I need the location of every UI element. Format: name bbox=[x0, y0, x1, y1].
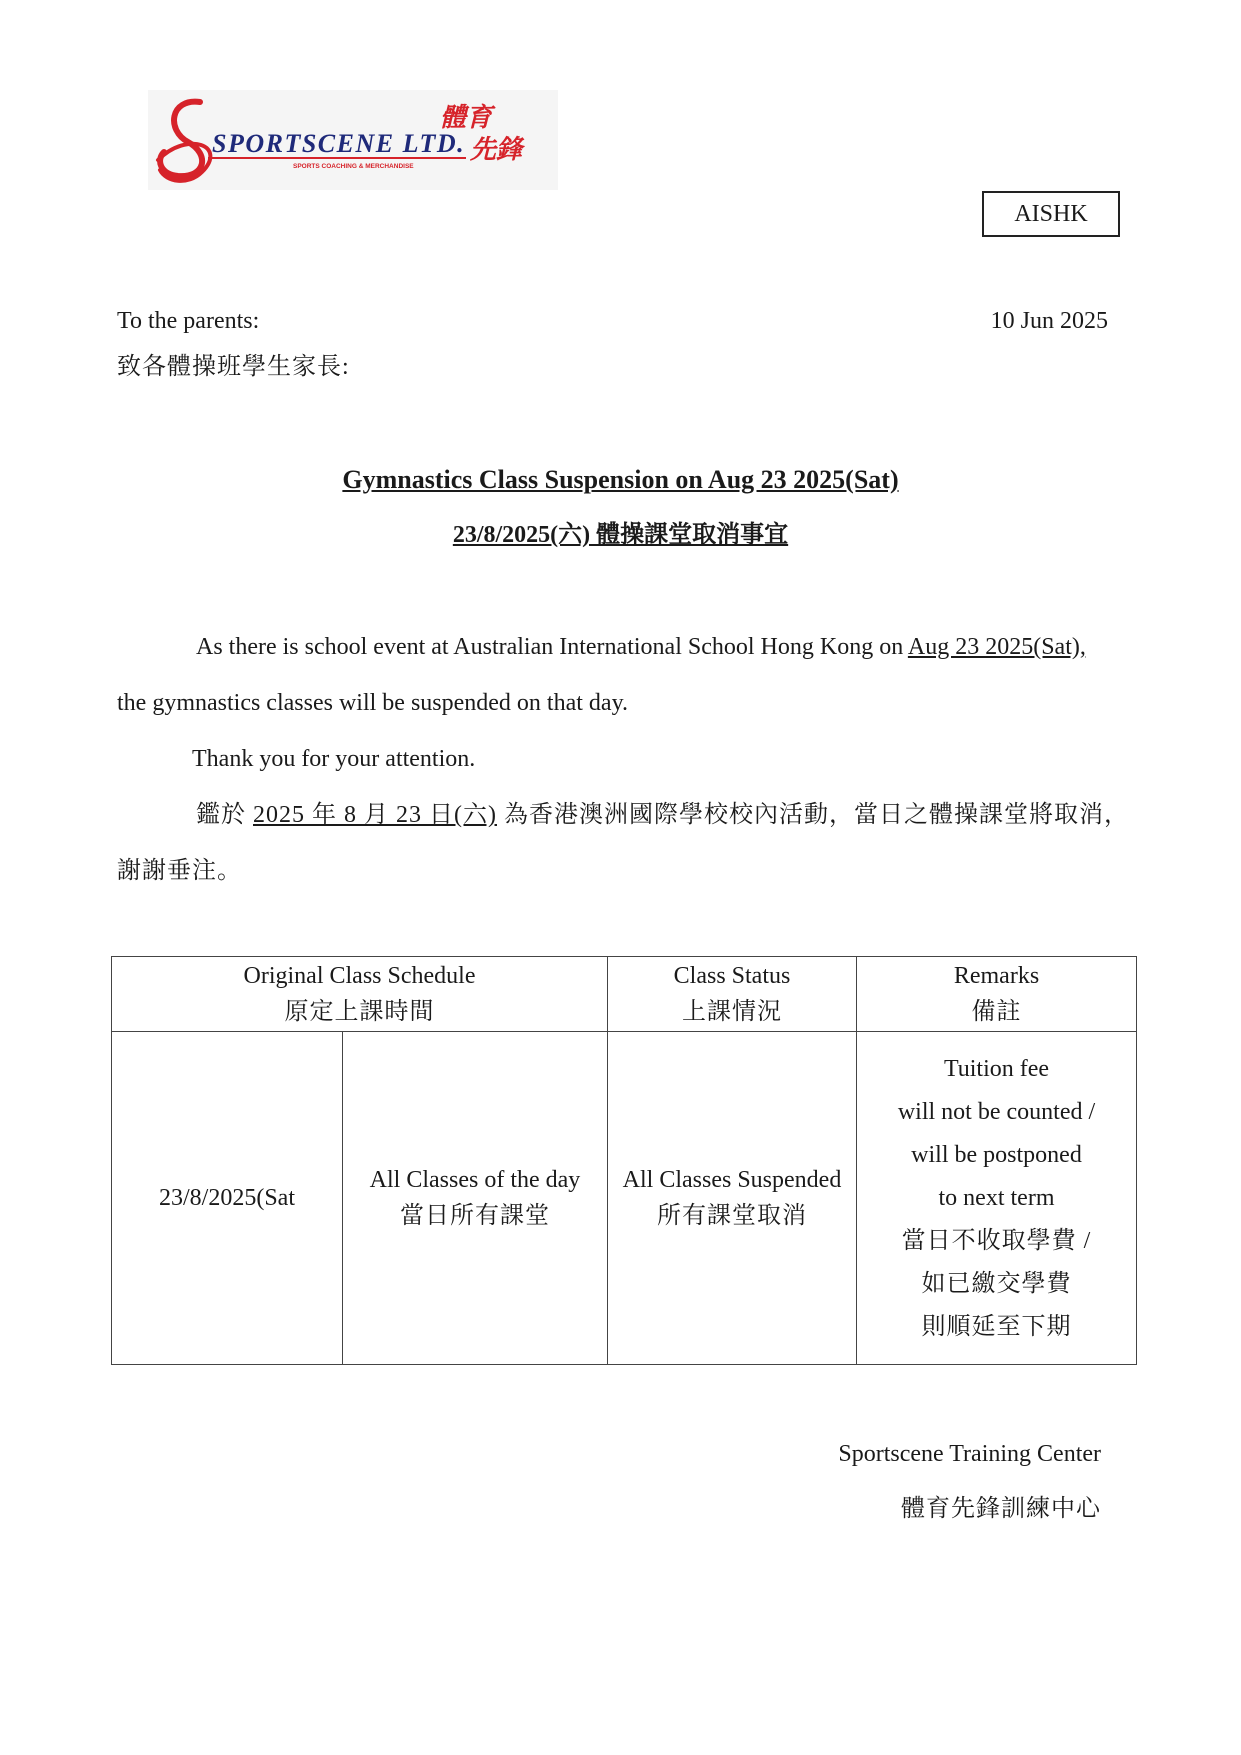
school-badge: AISHK bbox=[982, 191, 1120, 237]
paragraph-zh-line-1: 鑑於 2025 年 8 月 23 日(六) 為香港澳洲國際學校校內活動，當日之體操課堂將取消， bbox=[196, 802, 1129, 828]
paragraph-1-line-2: the gymnastics classes will be suspended on that day. bbox=[117, 690, 629, 716]
schedule-table bbox=[111, 956, 1137, 1365]
event-date-zh: 2025 年 8 月 23 日(六) bbox=[253, 802, 497, 828]
svg-text:體育: 體育 bbox=[440, 103, 493, 133]
paragraph-1-line-1: As there is school event at Australian International School Hong Kong on Aug 23 2025(Sat), bbox=[196, 634, 1086, 660]
cell-status: All Classes Suspended 所有課堂取消 bbox=[608, 1032, 857, 1365]
thank-you-line: Thank you for your attention. bbox=[192, 746, 476, 772]
svg-text:SPORTS COACHING & MERCHANDISE: SPORTS COACHING & MERCHANDISE bbox=[293, 163, 414, 170]
signature-en: Sportscene Training Center bbox=[838, 1441, 1101, 1467]
cell-date: 23/8/2025(Sat bbox=[112, 1032, 343, 1365]
letter-date: 10 Jun 2025 bbox=[990, 308, 1108, 334]
header-status: Class Status 上課情況 bbox=[608, 957, 857, 1032]
cell-classes: All Classes of the day 當日所有課堂 bbox=[343, 1032, 608, 1365]
salutation-zh: 致各體操班學生家長: bbox=[117, 354, 350, 380]
title-en: Gymnastics Class Suspension on Aug 23 2025(Sat) bbox=[342, 465, 899, 494]
paragraph-zh-line-2: 謝謝垂注。 bbox=[117, 858, 242, 884]
signature-zh: 體育先鋒訓練中心 bbox=[901, 1496, 1101, 1522]
table-header-row bbox=[112, 957, 1137, 1032]
cell-remarks: Tuition fee will not be counted / will be postponed to next term 當日不收取學費 / 如已繳交學費 則順延至下期 bbox=[857, 1032, 1137, 1365]
salutation-en: To the parents: bbox=[117, 308, 260, 334]
company-logo bbox=[148, 90, 558, 190]
header-schedule: Original Class Schedule 原定上課時間 bbox=[112, 957, 608, 1032]
table-row bbox=[112, 1032, 1137, 1365]
header-remarks: Remarks 備註 bbox=[857, 957, 1137, 1032]
svg-text:SPORTSCENE LTD.: SPORTSCENE LTD. bbox=[212, 129, 466, 158]
event-date-en: Aug 23 2025(Sat), bbox=[907, 634, 1086, 660]
title-zh: 23/8/2025(六) 體操課堂取消事宜 bbox=[452, 522, 789, 548]
svg-text:先鋒: 先鋒 bbox=[470, 135, 523, 165]
